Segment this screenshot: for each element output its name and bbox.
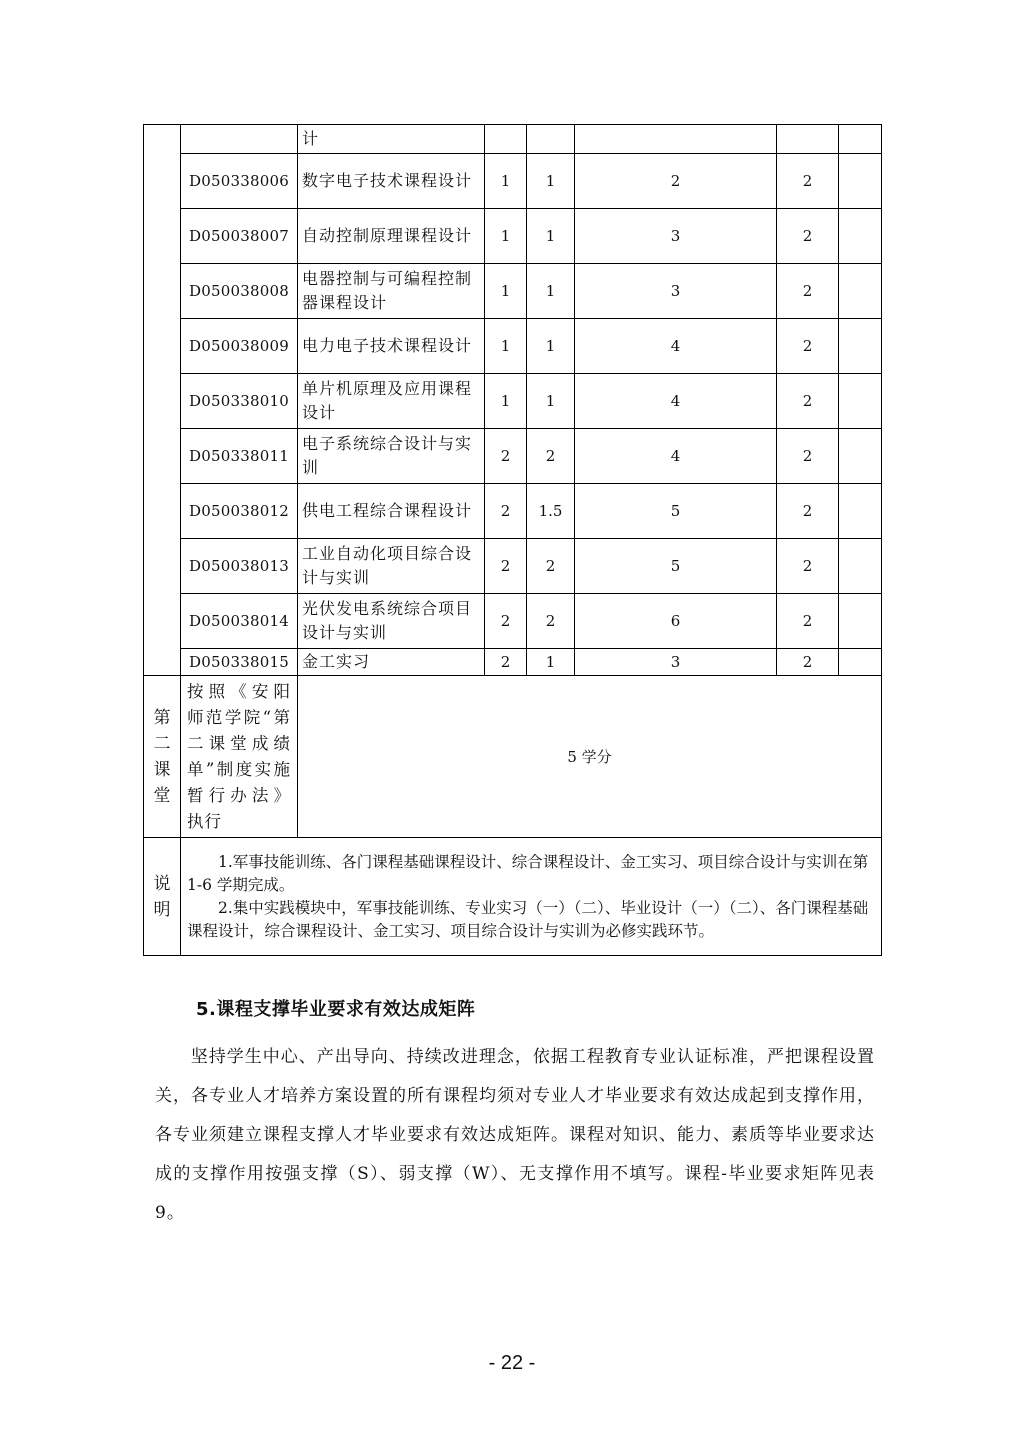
notes-row — [144, 838, 882, 956]
credits-cell: 2 — [485, 594, 527, 649]
weeks-cell: 2 — [527, 539, 575, 594]
remark-cell — [839, 154, 882, 209]
course-code-cell: D050338006 — [181, 154, 298, 209]
extra-cell: 2 — [777, 319, 839, 374]
course-code-cell: D050338015 — [181, 649, 298, 676]
table-row — [144, 374, 882, 429]
course-code-cell: D050038012 — [181, 484, 298, 539]
notes-label: 说 明 — [144, 838, 181, 956]
second-classroom-credit: 5 学分 — [298, 676, 882, 838]
weeks-cell: 1 — [527, 649, 575, 676]
table-row — [144, 484, 882, 539]
weeks-cell: 1 — [527, 319, 575, 374]
second-classroom-label: 第 二 课 堂 — [144, 676, 181, 838]
course-code-cell — [181, 125, 298, 154]
course-name-cell: 金工实习 — [298, 649, 485, 676]
semester-cell: 3 — [575, 209, 777, 264]
remark-cell — [839, 374, 882, 429]
remark-cell — [839, 264, 882, 319]
course-name-cell: 计 — [298, 125, 485, 154]
course-code-cell: D050038013 — [181, 539, 298, 594]
remark-cell — [839, 594, 882, 649]
extra-cell: 2 — [777, 209, 839, 264]
weeks-cell: 1 — [527, 374, 575, 429]
weeks-cell: 1.5 — [527, 484, 575, 539]
remark-cell — [839, 429, 882, 484]
table-row — [144, 429, 882, 484]
course-name-cell: 自动控制原理课程设计 — [298, 209, 485, 264]
weeks-cell: 1 — [527, 264, 575, 319]
semester-cell: 5 — [575, 539, 777, 594]
extra-cell: 2 — [777, 539, 839, 594]
credits-cell: 1 — [485, 209, 527, 264]
remark-cell — [839, 484, 882, 539]
note-line-1: 1.军事技能训练、各门课程基础课程设计、综合课程设计、金工实习、项目综合设计与实训在第 1-6 学期完成。 — [187, 852, 869, 894]
second-classroom-basis: 按照《安阳师范学院“第二课堂成绩单”制度实施暂行办法》执行 — [181, 676, 298, 838]
remark-cell — [839, 539, 882, 594]
weeks-cell: 2 — [527, 594, 575, 649]
semester-cell: 3 — [575, 264, 777, 319]
course-name-cell: 电器控制与可编程控制器课程设计 — [298, 264, 485, 319]
course-name-cell: 供电工程综合课程设计 — [298, 484, 485, 539]
table-row — [144, 594, 882, 649]
credits-cell: 2 — [485, 484, 527, 539]
credits-cell: 1 — [485, 264, 527, 319]
credits-cell: 1 — [485, 374, 527, 429]
body-paragraph: 坚持学生中心、产出导向、持续改进理念，依据工程教育专业认证标准，严把课程设置关，各专业人才培养方案设置的所有课程均须对专业人才毕业要求有效达成起到支撑作用，各专业须建立课程支撑人才毕业要求有效达成矩阵。课程对知识、能力、素质等毕业要求达成的支撑作用按强支撑（S）、弱支撑（W）、无支撑作用不填写。课程-毕业要求矩阵见表 9。 — [155, 1047, 875, 1223]
credits-cell — [485, 125, 527, 154]
course-name-cell: 电力电子技术课程设计 — [298, 319, 485, 374]
table-row — [144, 154, 882, 209]
course-name-cell: 工业自动化项目综合设计与实训 — [298, 539, 485, 594]
course-code-cell: D050338010 — [181, 374, 298, 429]
table-row — [144, 319, 882, 374]
extra-cell: 2 — [777, 594, 839, 649]
extra-cell: 2 — [777, 484, 839, 539]
practice-course-table — [143, 124, 882, 956]
notes-cell — [181, 838, 882, 956]
credits-cell: 2 — [485, 649, 527, 676]
course-code-cell: D050038014 — [181, 594, 298, 649]
weeks-cell: 2 — [527, 429, 575, 484]
course-code-cell: D050038009 — [181, 319, 298, 374]
note-line-2: 2.集中实践模块中，军事技能训练、专业实习（一）（二）、毕业设计（一）（二）、各门课程基础课程设计，综合课程设计、金工实习、项目综合设计与实训为必修实践环节。 — [187, 898, 869, 940]
semester-cell: 2 — [575, 154, 777, 209]
semester-cell: 4 — [575, 374, 777, 429]
semester-cell: 5 — [575, 484, 777, 539]
extra-cell: 2 — [777, 264, 839, 319]
extra-cell: 2 — [777, 374, 839, 429]
extra-cell: 2 — [777, 429, 839, 484]
semester-cell: 3 — [575, 649, 777, 676]
remark-cell — [839, 125, 882, 154]
semester-cell — [575, 125, 777, 154]
extra-cell: 2 — [777, 649, 839, 676]
module-label-cell — [144, 125, 181, 676]
weeks-cell — [527, 125, 575, 154]
course-code-cell: D050038008 — [181, 264, 298, 319]
remark-cell — [839, 319, 882, 374]
credits-cell: 1 — [485, 319, 527, 374]
semester-cell: 4 — [575, 429, 777, 484]
semester-cell: 4 — [575, 319, 777, 374]
credits-cell: 1 — [485, 154, 527, 209]
credits-cell: 2 — [485, 429, 527, 484]
course-name-cell: 电子系统综合设计与实训 — [298, 429, 485, 484]
course-name-cell: 光伏发电系统综合项目设计与实训 — [298, 594, 485, 649]
table-row — [144, 649, 882, 676]
remark-cell — [839, 649, 882, 676]
extra-cell — [777, 125, 839, 154]
table-row — [144, 209, 882, 264]
credits-cell: 2 — [485, 539, 527, 594]
extra-cell: 2 — [777, 154, 839, 209]
remark-cell — [839, 209, 882, 264]
section-heading: 5.课程支撑毕业要求有效达成矩阵 — [196, 999, 476, 1020]
body-paragraph-block — [155, 1038, 875, 1233]
page-number: - 22 - — [488, 1352, 536, 1374]
course-code-cell: D050338011 — [181, 429, 298, 484]
course-name-cell: 单片机原理及应用课程设计 — [298, 374, 485, 429]
second-classroom-row — [144, 676, 882, 838]
table-row — [144, 125, 882, 154]
semester-cell: 6 — [575, 594, 777, 649]
table-row — [144, 539, 882, 594]
table-row — [144, 264, 882, 319]
course-code-cell: D050038007 — [181, 209, 298, 264]
weeks-cell: 1 — [527, 209, 575, 264]
weeks-cell: 1 — [527, 154, 575, 209]
course-name-cell: 数字电子技术课程设计 — [298, 154, 485, 209]
